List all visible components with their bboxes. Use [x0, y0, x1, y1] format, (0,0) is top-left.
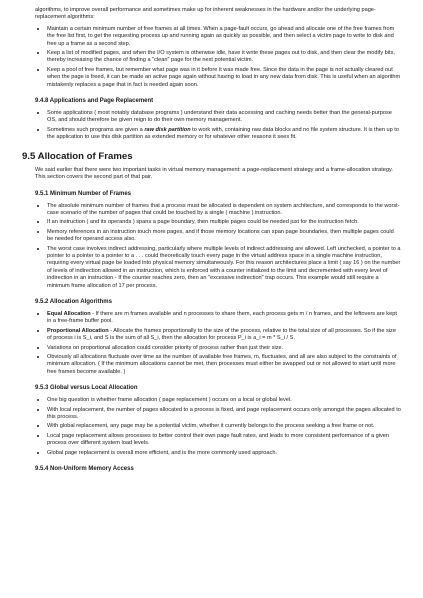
section-heading-9-5: 9.5 Allocation of Frames: [22, 150, 133, 162]
list-item: [47, 310, 401, 326]
list-item: • Global page replacement is overall more efficient, and is the more commonly used approach.: [47, 449, 401, 457]
bullet-list-strategies: [22, 25, 401, 89]
bullet-list-9-5-2: [22, 310, 401, 376]
list-item: [47, 126, 401, 142]
list-item-text: - Allocate the frames proportionally to the size of the process, relative to the total size of all processes. So if the size of process i is S_i, and S is the sum of all S_i, then the allocation for process P_i is a_i = m * S_i / S.: [47, 327, 396, 342]
list-item: • The worst case involves indirect addressing, particularly where multiple levels of indirect addressing are allowed. Left unchecked, a pointer to a pointer to a pointer to a pointer to a . . . could theoretically touch every page in the virtual address space in a single machine instruction, requiring every virtual page be loaded into physical memory simultaneously. For this reason architectures place a limit ( say 16 ) on the number of levels of indirection allowed in an instruction, which is enforced with a counter initialized to the limit and decremented with every level of indirection in an instruction - If the counter reaches zero, then an "excessive indirection" trap occurs. This example would still require a minimum frame allocation of 17 per process.: [47, 245, 401, 290]
intro-continuation: algorithms, to improve overall performance and sometimes make up for inherent weaknesses in the hardware and/or the underlying page-replacement algorithms:: [35, 7, 376, 21]
list-item: • Memory references in an instruction touch more pages, and if those memory locations can span page boundaries, then multiple pages could be needed for operand access also.: [47, 228, 401, 244]
list-item: • Keep a pool of free frames, but remember what page was in it before it was made free. Since the data in the page is not actually cleared out when the page is freed, it can be made an active page again without having to load in any new data from disk. This is useful when an algorithm mistakenly replaces a page that in fact is needed again soon.: [47, 66, 401, 89]
list-item-text: Sometimes such programs are given a: [47, 126, 145, 133]
list-item-text: - If there are m frames available and n processes to share them, each process gets m / n frames, and the leftovers are kept in a free-frame buffer pool.: [47, 310, 397, 325]
list-item: • With global replacement, any page may be a potential victim, whether it currently belongs to the process seeking a free frame or not.: [47, 422, 401, 430]
subsection-heading-9-5-2: 9.5.2 Allocation Algorithms: [35, 298, 112, 305]
bullet-list-9-5-1: [22, 202, 401, 290]
list-item: • If an instruction ( and its operands ) spans a page boundary, then multiple pages could be needed just for the instruction fetch.: [47, 218, 401, 226]
list-item: • One big question is whether frame allocation ( page replacement ) occurs on a local or global level.: [47, 396, 401, 404]
list-item: • Some applications ( most notably database programs ) understand their data accessing and caching needs better than the general-purpose OS, and should therefore be given reign to do their own memory management.: [47, 109, 401, 125]
list-item: • The absolute minimum number of frames that a process must be allocated is dependent on system architecture, and corresponds to the worst-case scenario of the number of pages that could be touched by a single ( machine ) instruction.: [47, 202, 401, 218]
list-item: • Variations on proportional allocation could consider priority of process rather than just their size.: [47, 344, 401, 352]
list-item: [47, 327, 401, 343]
bullet-list-9-5-3: [22, 396, 401, 457]
list-item: • With local replacement, the number of pages allocated to a process is fixed, and page replacement occurs only amongst the pages allocated to this process.: [47, 406, 401, 422]
section-intro: We said earlier that there were two important tasks in virtual memory management: a page-replacement strategy and a frame-allocation strategy. This section covers the second part of that pair.: [35, 166, 393, 181]
list-item: • Keep a list of modified pages, and when the I/O system is otherwise idle, have it write these pages out to disk, and then clear the modify bits, thereby increasing the chance of finding a "clean" page for the next potential victim.: [47, 49, 401, 65]
subsection-heading-9-5-3: 9.5.3 Global versus Local Allocation: [35, 385, 138, 392]
term-proportional-allocation: Proportional Allocation: [47, 327, 109, 334]
list-item: • Maintain a certain minimum number of free frames at all times. When a page-fault occurs, go ahead and allocate one of the free frames from the free list first, to get the requesting process up and running again as quickly as possible, and then select a victim page to write to disk and free up a frame as a second step.: [47, 25, 401, 48]
list-item: • Obviously all allocations fluctuate over time as the number of available free frames, m, fluctuates, and all are also subject to the constraints of minimum allocation. ( If the minimum allocations cannot be met, then processes must either be swapped out or not allowed to start until more free frames become available. ): [47, 353, 401, 376]
list-item-text: to work with, containing raw data blocks and no file system structure. It is then up to the application to use this disk partition as extended memory or for whatever other reasons it sees fit.: [47, 126, 399, 141]
term-equal-allocation: Equal Allocation: [47, 310, 91, 317]
bullet-list-9-4-8: [22, 109, 401, 142]
list-item: • Local page replacement allows processes to better control their own page fault rates, and leads to more consistent performance of a given process over different system load levels.: [47, 432, 401, 448]
subsection-heading-9-5-1: 9.5.1 Minimum Number of Frames: [35, 190, 132, 197]
subsection-heading-9-4-8: 9.4.8 Applications and Page Replacement: [35, 98, 154, 105]
emphasis-raw-disk-partition: raw disk partition: [144, 126, 191, 133]
subsection-heading-9-5-4: 9.5.4 Non-Uniform Memory Access: [35, 466, 134, 473]
